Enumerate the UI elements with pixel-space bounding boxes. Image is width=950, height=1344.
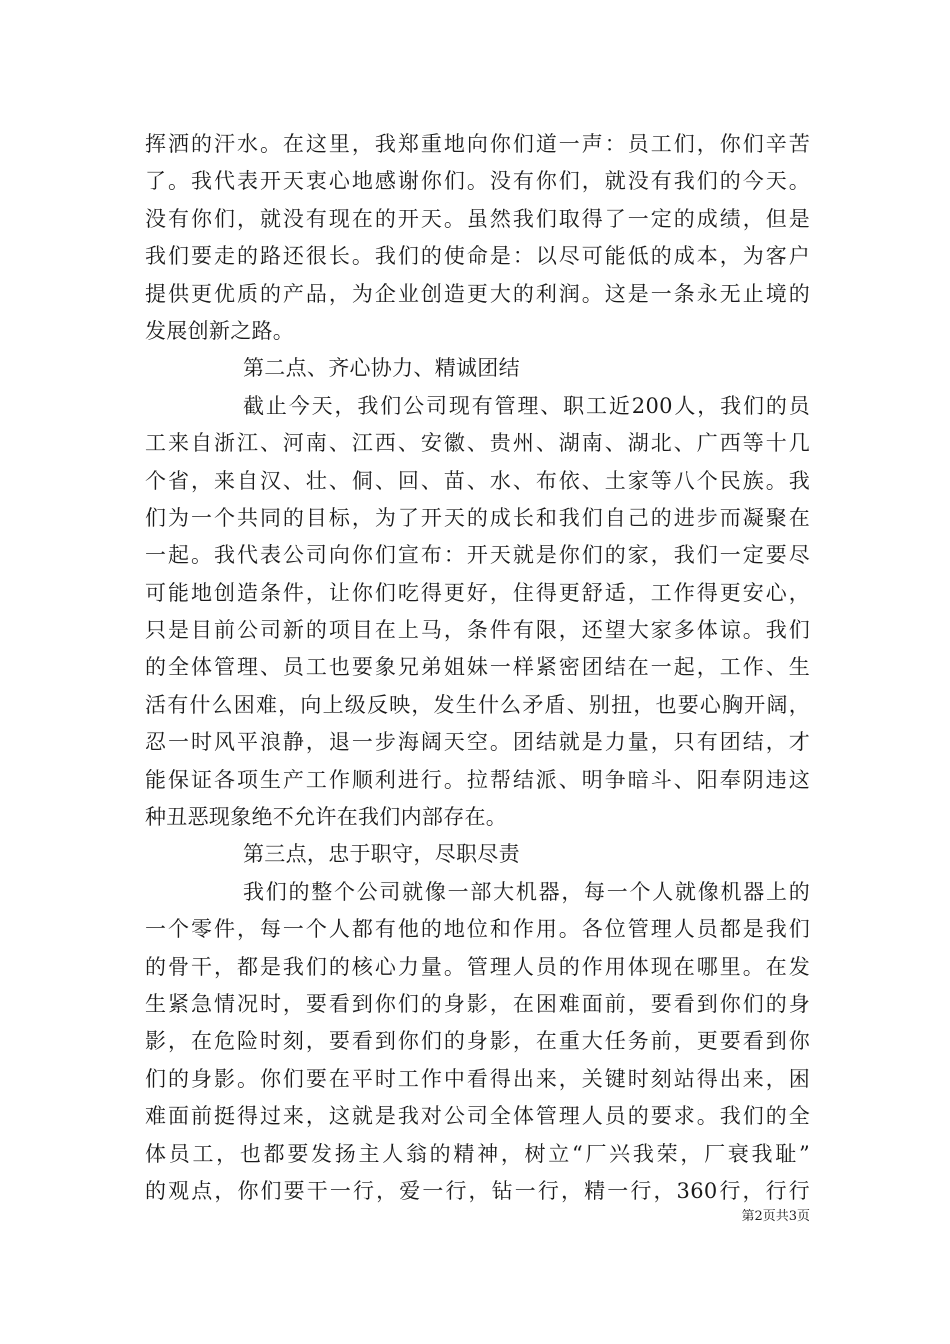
section-heading-2: 第二点、齐心协力、精诚团结 <box>243 356 520 381</box>
paragraph-line: 忍一时风平浪静，退一步海阔天空。团结就是力量，只有团结，才 <box>145 730 810 755</box>
paragraph-line: 发展创新之路。 <box>145 318 295 343</box>
paragraph-line: 个省，来自汉、壮、侗、回、苗、水、布依、土家等八个民族。我 <box>145 468 810 493</box>
paragraph-line: 了。我代表开天衷心地感谢你们。没有你们，就没有我们的今天。 <box>145 169 810 194</box>
paragraph-line: 们的身影。你们要在平时工作中看得出来，关键时刻站得出来，困 <box>145 1066 810 1091</box>
paragraph-line: 提供更优质的产品，为企业创造更大的利润。这是一条永无止境的 <box>145 281 810 306</box>
paragraph-line: 没有你们，就没有现在的开天。虽然我们取得了一定的成绩，但是 <box>145 206 810 231</box>
paragraph-line: 的观点，你们要干一行，爱一行，钻一行，精一行，360行，行行 <box>145 1178 810 1203</box>
paragraph-line: 的骨干，都是我们的核心力量。管理人员的作用体现在哪里。在发 <box>145 954 810 979</box>
document-body <box>145 126 810 1210</box>
paragraph-line: 能保证各项生产工作顺利进行。拉帮结派、明争暗斗、阳奉阴违这 <box>145 767 810 792</box>
paragraph-line: 种丑恶现象绝不允许在我们内部存在。 <box>145 805 508 830</box>
paragraph-first-line: 我们的整个公司就像一部大机器，每一个人就像机器上的 <box>243 879 810 904</box>
paragraph-line: 的全体管理、员工也要象兄弟姐妹一样紧密团结在一起，工作、生 <box>145 655 810 680</box>
paragraph-line: 一个零件，每一个人都有他的地位和作用。各位管理人员都是我们 <box>145 917 810 942</box>
paragraph-line: 活有什么困难，向上级反映，发生什么矛盾、别扭，也要心胸开阔， <box>145 692 810 717</box>
paragraph-line: 们为一个共同的目标，为了开天的成长和我们自己的进步而凝聚在 <box>145 505 810 530</box>
paragraph-line: 难面前挺得过来，这就是我对公司全体管理人员的要求。我们的全 <box>145 1104 810 1129</box>
paragraph-first-line: 截止今天，我们公司现有管理、职工近200人，我们的员 <box>243 393 810 418</box>
paragraph-line: 只是目前公司新的项目在上马，条件有限，还望大家多体谅。我们 <box>145 618 810 643</box>
paragraph-line: 体员工，也都要发扬主人翁的精神，树立“厂兴我荣，厂衰我耻” <box>145 1141 810 1166</box>
paragraph-line: 我们要走的路还很长。我们的使命是：以尽可能低的成本，为客户 <box>145 244 810 269</box>
paragraph-line: 工来自浙江、河南、江西、安徽、贵州、湖南、湖北、广西等十几 <box>145 431 810 456</box>
paragraph-line: 生紧急情况时，要看到你们的身影，在困难面前，要看到你们的身 <box>145 991 810 1016</box>
paragraph-line: 一起。我代表公司向你们宣布：开天就是你们的家，我们一定要尽 <box>145 543 810 568</box>
section-heading-3: 第三点，忠于职守，尽职尽责 <box>243 842 520 867</box>
paragraph-line: 挥洒的汗水。在这里，我郑重地向你们道一声：员工们，你们辛苦 <box>145 132 810 156</box>
page-number-footer: 第2页共3页 <box>741 1209 810 1224</box>
paragraph-line: 影，在危险时刻，要看到你们的身影，在重大任务前，更要看到你 <box>145 1029 810 1054</box>
paragraph-line: 可能地创造条件，让你们吃得更好，住得更舒适，工作得更安心， <box>145 580 810 605</box>
